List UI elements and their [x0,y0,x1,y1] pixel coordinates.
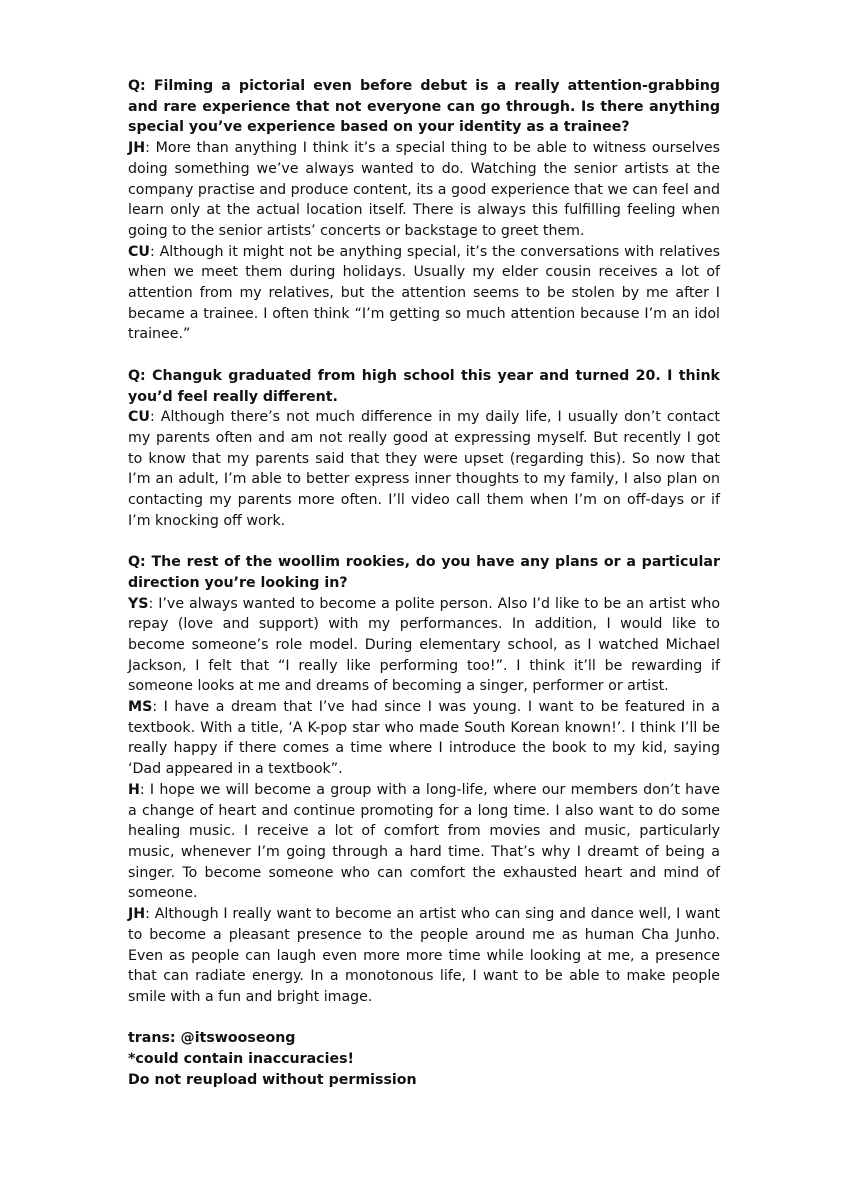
section-spacer [128,531,720,552]
answer-jh-2 [128,904,720,1008]
section-spacer [128,345,720,366]
answer-text: : Although it might not be anything special, it’s the conversations with relatives when we meet them during holidays. Usually my elder cousin receives a lot of attention from my relatives, but the attention seems to be stolen by me after I became a trainee. I often think “I’m getting so much attention because I’m an idol trainee.” [128,243,720,343]
speaker-label: YS [128,595,149,612]
question-3: Q: The rest of the woollim rookies, do you have any plans or a particular direction you’re looking in? [128,554,720,591]
answer-text: : I’ve always wanted to become a polite person. Also I’d like to be an artist who repay (love and support) with my performances. In addition, I would like to become someone’s role model. During elementary school, as I watched Michael Jackson, I felt that “I really like performing too!”. I think it’ll be rewarding if someone looks at me and dreams of becoming a singer, performer or artist. [128,595,720,695]
speaker-label: MS [128,699,153,716]
section-spacer [128,1008,720,1029]
reupload-notice: Do not reupload without permission [128,1071,417,1088]
answer-cu-1 [128,242,720,346]
answer-cu-2 [128,407,720,531]
speaker-label: JH [128,140,146,157]
translator-footer [128,1028,720,1090]
answer-ys [128,594,720,698]
answer-text: : I have a dream that I’ve had since I was young. I want to be featured in a textbook. With a title, ‘A K-pop star who made South Korean known!’. I think I’ll be really happy if there comes a time where I introduce the book to my kid, saying ‘Dad appeared in a textbook”. [128,699,720,778]
answer-jh-1 [128,138,720,242]
speaker-label: CU [128,409,150,426]
answer-text: : More than anything I think it’s a special thing to be able to witness ourselves doing something we’ve always wanted to do. Watching the senior artists at the company practise and produce content, its a good experience that we can feel and learn only at the actual location itself. There is always this fulfilling feeling when going to the senior artists’ concerts or backstage to greet them. [128,140,720,239]
speaker-label: H [128,781,140,798]
answer-ms [128,697,720,780]
accuracy-disclaimer: *could contain inaccuracies! [128,1051,354,1067]
qa-section-3 [128,552,720,1007]
document-page [128,76,720,1090]
answer-text: : Although there’s not much difference in my daily life, I usually don’t contact my parents often and am not really good at expressing myself. But recently I got to know that my parents said that they were upset (regarding this). So now that I’m an adult, I’m able to better express inner thoughts to my family, I also plan on contacting my parents more often. I’ll video call them when I’m on off-days or if I’m knocking off work. [128,409,720,529]
qa-section-1 [128,76,720,345]
answer-h [128,780,720,904]
translator-credit: trans: @itswooseong [128,1030,296,1047]
answer-text: : I hope we will become a group with a long-life, where our members don’t have a change of heart and continue promoting for a long time. I also want to do some healing music. I receive a lot of comfort from movies and music, particularly music, whenever I’m going through a hard time. That’s why I dreamt of being a singer. To become someone who can comfort the exhausted heart and mind of someone. [128,781,720,902]
question-1: Q: Filming a pictorial even before debut is a really attention-grabbing and rare experience that not everyone can go through. Is there anything special you’ve experience based on your identity as a trainee? [128,78,720,136]
question-2: Q: Changuk graduated from high school this year and turned 20. I think you’d feel really different. [128,367,720,405]
speaker-label: JH [128,906,146,923]
qa-section-2 [128,366,720,532]
answer-text: : Although I really want to become an artist who can sing and dance well, I want to become a pleasant presence to the people around me as human Cha Junho. Even as people can laugh even more more time while looking at me, a presence that can radiate energy. In a monotonous life, I want to be able to make people smile with a fun and bright image. [128,906,720,1005]
speaker-label: CU [128,243,150,260]
